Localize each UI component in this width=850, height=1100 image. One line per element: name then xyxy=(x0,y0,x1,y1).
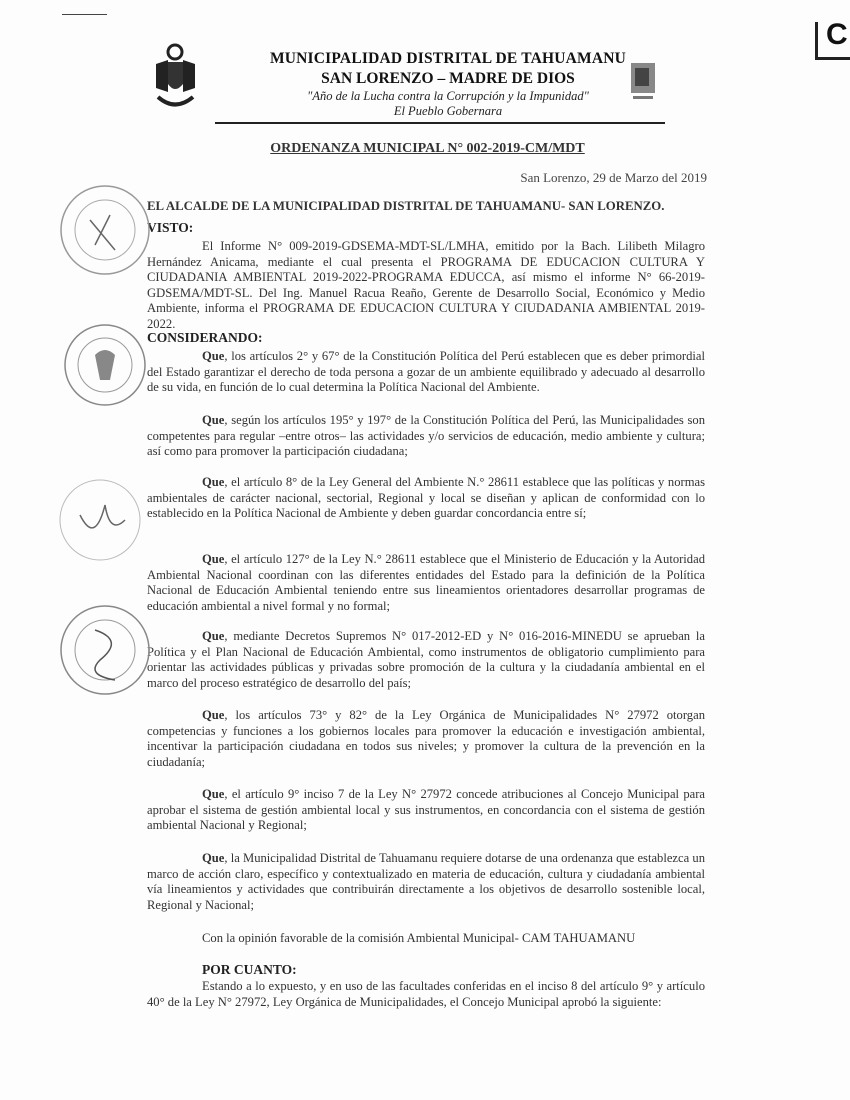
visto-paragraph xyxy=(147,239,705,333)
document-date: San Lorenzo, 29 de Marzo del 2019 xyxy=(520,170,707,185)
considerando-paragraph xyxy=(147,708,705,770)
considerando-paragraph xyxy=(147,475,705,522)
considerando-paragraph xyxy=(147,349,705,396)
signature-seal-stamp xyxy=(55,475,145,565)
que-label: Que xyxy=(202,552,225,566)
header-location: SAN LORENZO – MADRE DE DIOS xyxy=(321,70,575,87)
que-label: Que xyxy=(202,708,225,722)
que-label: Que xyxy=(202,629,225,643)
considerando-paragraph xyxy=(147,787,705,834)
header-municipality: MUNICIPALIDAD DISTRITAL DE TAHUAMANU xyxy=(269,50,627,67)
paragraph-text: , el artículo 8° de la Ley General del Ambiente N.° 28611 establece que las políticas y normas ambientales de carácter nacional, sectorial, Regional y local se diseñan y aplican de conformidad con lo establecido en la Política Nacional de Ambiente y deben guardar concordancia entre sí; xyxy=(147,475,705,521)
opinion-paragraph xyxy=(147,931,705,947)
document-title: ORDENANZA MUNICIPAL N° 002-2019-CM/MDT xyxy=(270,141,585,156)
paragraph-text: , la Municipalidad Distrital de Tahuamanu requiere dotarse de una ordenanza que establezca un marco de acción claro, específico y contextualizado en materia de educación, cultura y ciudadanía ambiental vía lineamientos y actividades que contribuirán directamente a los objetivos de desarrollo sostenible local, Regional y Nacional; xyxy=(147,851,705,912)
visto-text: El Informe N° 009-2019-GDSEMA-MDT-SL/LMHA, emitido por la Bach. Lilibeth Milagro Hernández Anicama, mediante el cual presenta el PROGRAMA DE EDUCACION CULTURA Y CIUDADANIA AMBIENTAL 2019-2022-PROGRAMA EDUCCA, así mismo el informe N° 66-2019-GDSEMA/MDT-SL. Del Ing. Manuel Racua Reaño, Gerente de Desarrollo Social, Económico y Medio Ambiente, informa el PROGRAMA DE EDUCACION CULTURA Y CIUDADANIA AMBIENTAL 2019-2022. xyxy=(147,239,705,331)
que-label: Que xyxy=(202,349,225,363)
paragraph-text: , los artículos 73° y 82° de la Ley Orgánica de Municipalidades N° 27972 otorgan competencias y funciones a los gobiernos locales para promover la educación e investigación ambiental, incentivar la participación ciudadana en todos sus niveles; y promover la cultura de la prevención en la ciudadanía; xyxy=(147,708,705,769)
por-cuanto-heading: POR CUANTO: xyxy=(202,962,297,977)
que-label: Que xyxy=(202,851,225,865)
considerando-paragraph xyxy=(147,552,705,614)
considerando-paragraph xyxy=(147,629,705,691)
header-slogan: El Pueblo Gobernara xyxy=(393,104,503,118)
header-motto: "Año de la Lucha contra la Corrupción y la Impunidad" xyxy=(307,89,589,103)
header-divider xyxy=(215,122,665,124)
paragraph-text: , según los artículos 195° y 197° de la Constitución Política del Perú, las Municipalidades son competentes para regular –entre otros– las actividades y/o servicios de educación, medio ambiente y cultura; así como para promover la participación ciudadana; xyxy=(147,413,705,459)
considerando-paragraph xyxy=(147,851,705,913)
corner-mark: C xyxy=(815,22,850,60)
por-cuanto-text: Estando a lo expuesto, y en uso de las facultades conferidas en el inciso 8 del artículo 9° y artículo 40° de la Ley N° 27972, Ley Orgánica de Municipalidades, el Concejo Municipal aprobó la siguiente: xyxy=(147,979,705,1009)
paragraph-text: , el artículo 127° de la Ley N.° 28611 establece que el Ministerio de Educación y la Autoridad Ambiental Nacional coordinan con las diferentes entidades del Estado para la definición de la Política Nacional de Educación Ambiental teniendo entre sus lineamientos orientadores desarrollar programas de educación ambiental a nivel formal y no formal; xyxy=(147,552,705,613)
considerando-heading: CONSIDERANDO: xyxy=(147,330,263,345)
scan-mark xyxy=(62,14,107,15)
paragraph-text: , mediante Decretos Supremos N° 017-2012-ED y N° 016-2016-MINEDU se aprueban la Política y el Plan Nacional de Educación Ambiental, como instrumentos de obligatorio cumplimiento para orientar las actividades públicas y privadas sobre promoción de la cultura y la ciudadanía ambiental en el marco del proceso estratégico de desarrollo del país; xyxy=(147,629,705,690)
paragraph-text: , el artículo 9° inciso 7 de la Ley N° 27972 concede atribuciones al Concejo Municipal para aprobar el sistema de gestión ambiental local y sus instrumentos, en concordancia con el sistema de gestión ambiental Nacional y Regional; xyxy=(147,787,705,833)
official-seal-stamp xyxy=(55,180,155,280)
official-seal-stamp xyxy=(60,320,150,410)
alcalde-heading: EL ALCALDE DE LA MUNICIPALIDAD DISTRITAL DE TAHUAMANU- SAN LORENZO. xyxy=(147,199,665,213)
opinion-text: Con la opinión favorable de la comisión Ambiental Municipal- CAM TAHUAMANU xyxy=(202,931,636,945)
visto-heading: VISTO: xyxy=(147,220,194,235)
que-label: Que xyxy=(202,475,225,489)
por-cuanto-paragraph xyxy=(147,979,705,1010)
que-label: Que xyxy=(202,787,225,801)
considerando-paragraph xyxy=(147,413,705,460)
official-seal-stamp xyxy=(55,600,155,700)
paragraph-text: , los artículos 2° y 67° de la Constitución Política del Perú establecen que es deber primordial del Estado garantizar el derecho de toda persona a gozar de un ambiente equilibrado y adecuado al desarrollo de su vida, en función de lo cual determina la Política Nacional del Ambiente. xyxy=(147,349,705,395)
que-label: Que xyxy=(202,413,225,427)
peru-coat-of-arms-logo xyxy=(148,42,203,112)
